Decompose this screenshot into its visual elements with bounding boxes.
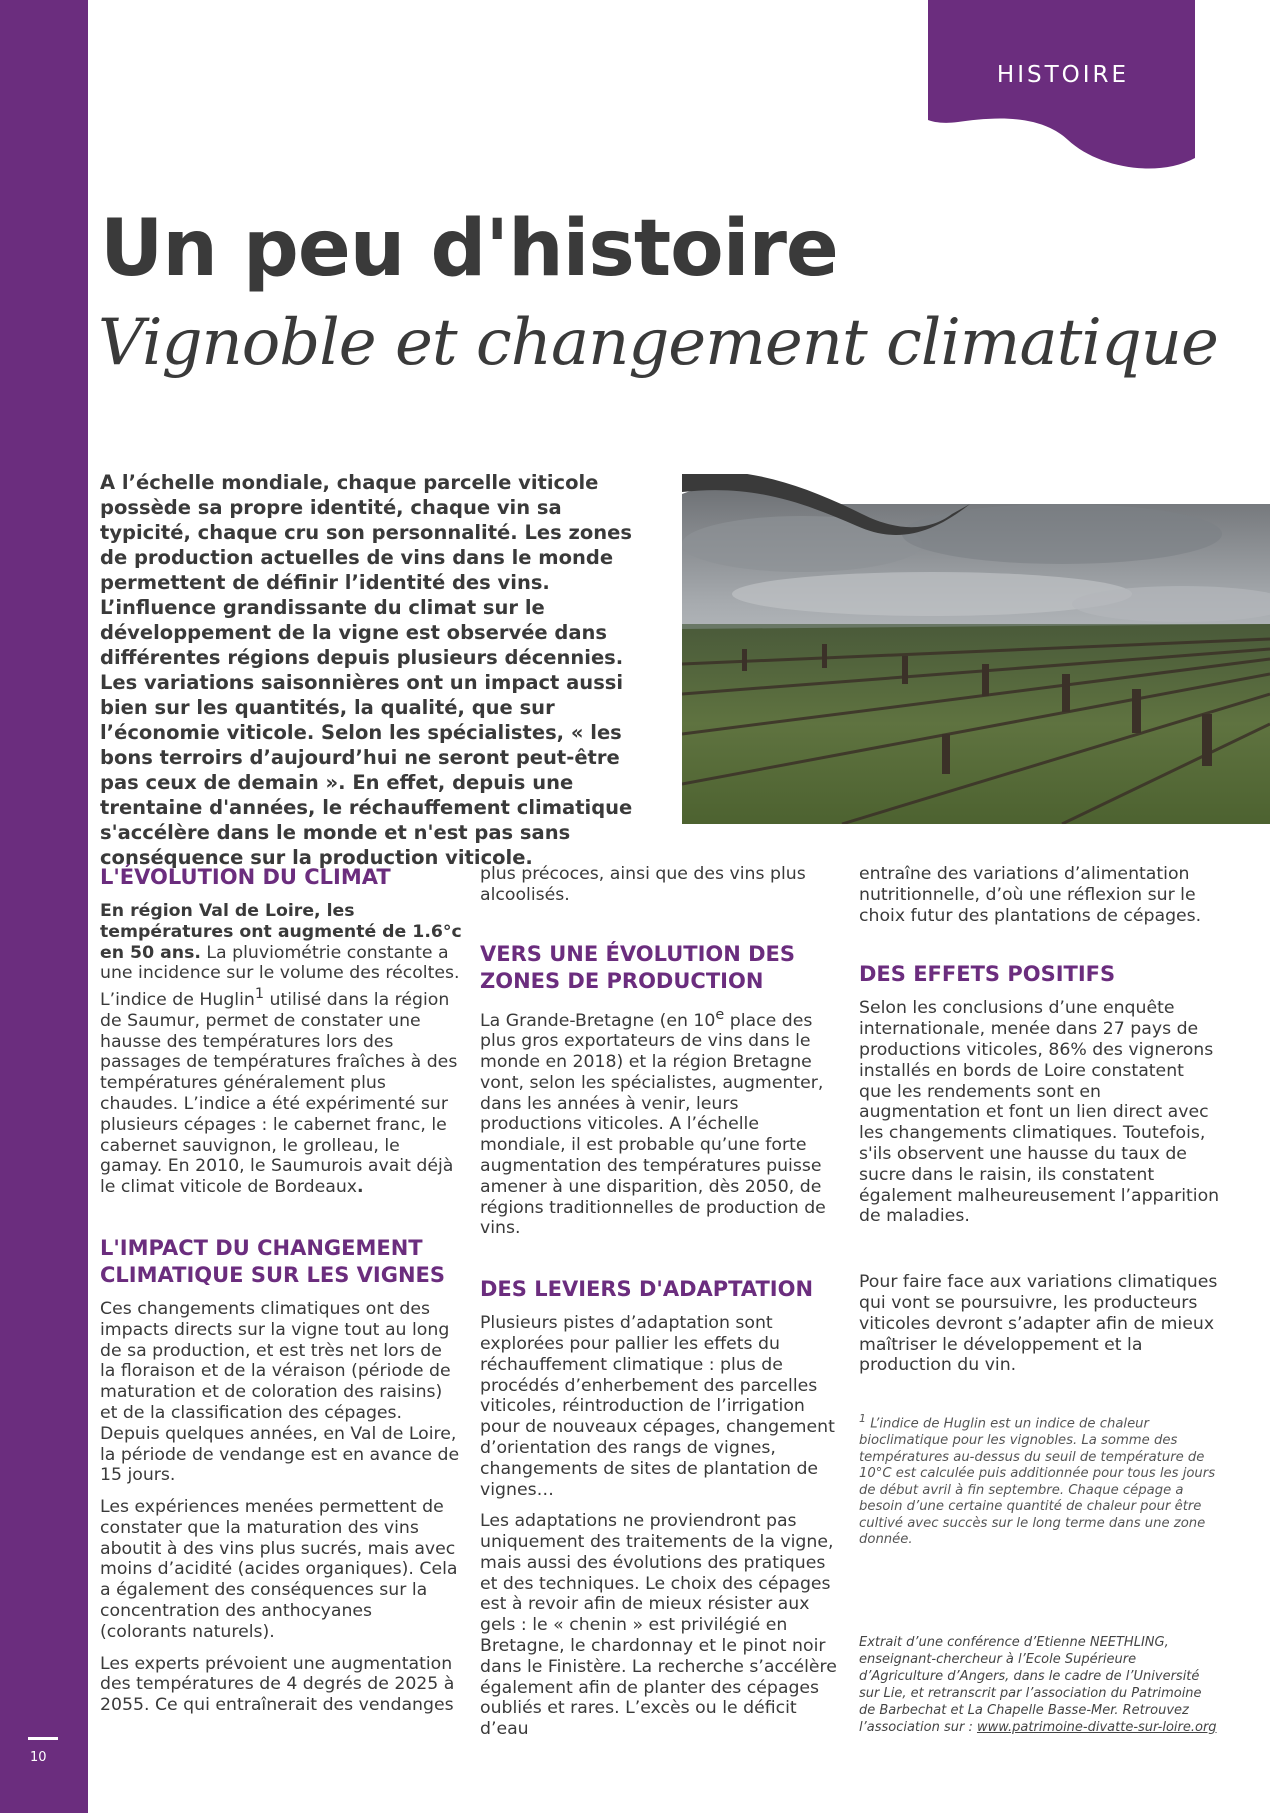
text: .: [357, 1177, 364, 1198]
superscript: e: [715, 1006, 725, 1023]
footnote-number: 1: [859, 1412, 866, 1426]
heading-impact: L'IMPACT DU CHANGEMENT CLIMATIQUE SUR LES VIGNES: [100, 1235, 445, 1287]
footnote-ref: 1: [254, 986, 265, 1003]
heading-effets-positifs: DES EFFETS POSITIFS: [859, 962, 1116, 987]
intro-paragraph: A l’échelle mondiale, chaque parcelle viticole possède sa propre identité, chaque vin sa typicité, chaque cru son personnalité. Les zones de production actuelles de vins dans le monde permettent de définir l’identité des vins. L’influence grandissante du climat sur le développement de la vigne est observée dans différentes régions depuis plusieurs décennies. Les variations saisonnières ont un impact aussi bien sur les quantités, la qualité, que sur l’économie viticole. Selon les spécialistes, « les bons terroirs d’aujourd’hui ne seront peut-être pas ceux de demain ». En effet, depuis une trentaine d'années, le réchauffement climatique s'accélère dans le monde et n'est pas sans conséquence sur la production viticole.: [100, 471, 633, 869]
paragraph: entraîne des variations d’alimentation nutritionnelle, d’où une réflexion sur le choix futur des plantations de cépages.: [859, 864, 1202, 926]
paragraph: Les adaptations ne proviendront pas uniquement des traitements de la vigne, mais aussi des évolutions des pratiques et des techniques. Le choix des cépages est à revoir afin de mieux résister aux gels : le « chenin » est privilégié en Bretagne, le chardonnay et le pinot noir dans le Finistère. La recherche s’accélère également afin de planter des cépages oubliés et rares. L’excès ou le déficit d’eau: [480, 1511, 837, 1740]
column-1: [100, 864, 462, 1727]
source-credit: [859, 1634, 1221, 1736]
page-number-rule: [28, 1737, 58, 1740]
text: La Grande-Bretagne (en 10: [480, 1010, 716, 1031]
column-3: [859, 864, 1221, 1747]
heading-leviers: DES LEVIERS D'ADAPTATION: [480, 1277, 814, 1302]
text: place des plus gros exportateurs de vins dans le monde en 2018) et la région Bretagne vont, selon les spécialistes, augmenter, dans les années à venir, leurs productions viticoles. A l’échelle mondiale, il est probable qu’une forte augmentation des températures puisse amener à une disparition, dès 2050, de régions traditionnelles de production de vins.: [480, 1010, 826, 1239]
left-sidebar: [0, 0, 88, 1813]
paragraph: Ces changements climatiques ont des impacts directs sur la vigne tout au long de sa production, et est très net lors de la floraison et de la véraison (période de maturation et de coloration des raisins) et de la classification des cépages. Depuis quelques années, en Val de Loire, la période de vendange est en avance de 15 jours.: [100, 1298, 460, 1486]
paragraph: [480, 1005, 842, 1240]
heading-evolution-climat: L'ÉVOLUTION DU CLIMAT: [100, 865, 391, 889]
association-link[interactable]: www.patrimoine-divatte-sur-loire.org: [976, 1719, 1217, 1735]
paragraph: Pour faire face aux variations climatiques qui vont se poursuivre, les producteurs viticoles devront s’adapter afin de mieux maîtriser le développement et la production du vin.: [859, 1272, 1218, 1376]
paragraph: Les experts prévoient une augmentation des températures de 4 degrés de 2025 à 2055. Ce qui entraînerait des vendanges: [100, 1653, 455, 1716]
paragraph: plus précoces, ainsi que des vins plus alcoolisés.: [480, 864, 806, 905]
text: utilisé dans la région de Saumur, permet de constater une hausse des températures lors des passages de températures fraîches à des températures généralement plus chaudes. L’indice a été expérimenté sur plusieurs cépages : le cabernet franc, le cabernet sauvignon, le grolleau, le gamay. En 2010, le Saumurois avait déjà le climat viticole de Bordeaux: [100, 989, 458, 1198]
paragraph: Plusieurs pistes d’adaptation sont explorées pour pallier les effets du réchauffement climatique : plus de procédés d’enherbement des parcelles viticoles, réintroduction de l’irrigation pour de nouveaux cépages, changement d’orientation des rangs de vignes, changements de sites de plantation de vignes…: [480, 1313, 835, 1500]
page-subtitle: Vignoble et changement climatique: [98, 306, 1218, 380]
bold-lead: En région Val de Loire, les températures ont augmenté de 1.6°c en 50 ans.: [100, 901, 462, 963]
column-2: [480, 864, 842, 1751]
paragraph: [100, 901, 462, 1198]
page-number: 10: [30, 1750, 47, 1765]
text: La pluviométrie constante a une incidence sur le volume des récoltes. L’indice de Huglin: [100, 942, 460, 1010]
vineyard-photo: [682, 474, 1270, 824]
section-tab-label: HISTOIRE: [996, 62, 1130, 88]
text: Extrait d’une conférence d’Etienne NEETHLING, enseignant-chercheur à l’Ecole Supérieure d’Agriculture d’Angers, dans le cadre de l’Université sur Lie, et retranscrit par l’association du Patrimoine de Barbechat et La Chapelle Basse-Mer. Retrouvez l’association sur :: [859, 1634, 1202, 1735]
heading-zones-production: VERS UNE ÉVOLUTION DES ZONES DE PRODUCTION: [480, 941, 796, 993]
paragraph: Selon les conclusions d’une enquête internationale, menée dans 27 pays de productions viticoles, 86% des vignerons installés en bords de Loire constatent que les rendements sont en augmentation et font un lien direct avec les changements climatiques. Toutefois, s'ils observent une hausse du taux de sucre dans le raisin, ils constatent également malheureusement l’apparition de maladies.: [859, 998, 1220, 1227]
page-title: Un peu d'histoire: [100, 204, 838, 294]
text: L’indice de Huglin est un indice de chaleur bioclimatique pour les vignobles. La somme des températures au-dessus du seuil de température de 10°C est calculée puis additionnée pour tous les jours de début avril à fin septembre. Chaque cépage a besoin d’une certaine quantité de chaleur pour être cultivé avec succès sur le long terme dans une zone donnée.: [859, 1416, 1216, 1548]
paragraph: Les expériences menées permettent de constater que la maturation des vins aboutit à des vins plus sucrés, mais avec moins d’acidité (acides organiques). Cela a également des conséquences sur la concentration des anthocyanes (colorants naturels).: [100, 1497, 458, 1642]
footnote: [859, 1411, 1221, 1548]
